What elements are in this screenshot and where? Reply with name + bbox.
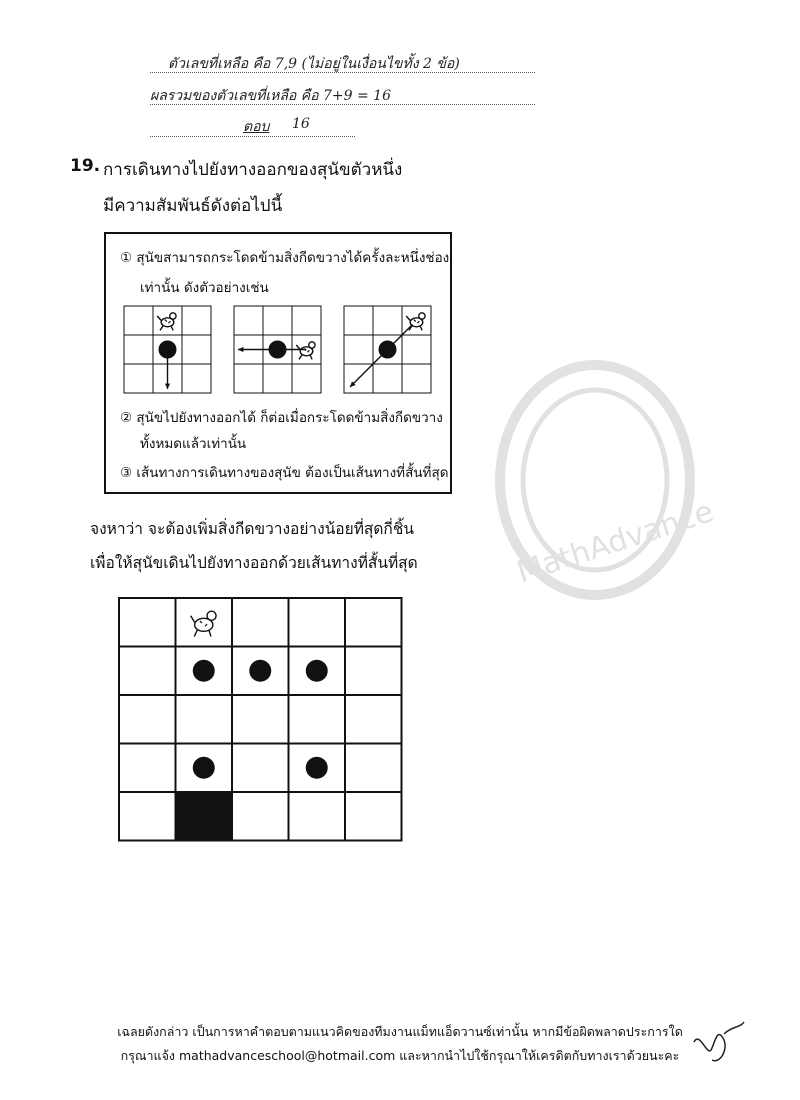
grid-cell (289, 598, 346, 647)
grid-cell (345, 792, 402, 841)
grid-cell (345, 744, 402, 793)
grid-cell (292, 364, 321, 393)
rule-3: ③ เส้นทางการเดินทางของสุนัข ต้องเป็นเส้นทางที่สั้นที่สุด (120, 465, 449, 481)
grid-cell (119, 695, 176, 744)
footer-line-2: กรุณาแจ้ง mathadvanceschool@hotmail.com และหากนำไปใช้กรุณาให้เครดิตกับทางเราด้วยนะคะ (120, 1048, 680, 1063)
grid-cell (182, 306, 211, 335)
question-line-1: การเดินทางไปยังทางออกของสุนัขตัวหนึ่ง (103, 160, 403, 180)
grid-cell (232, 598, 289, 647)
grid-cell (119, 792, 176, 841)
grid-cell (289, 792, 346, 841)
question-number: 19. (70, 156, 101, 176)
rule-2-line-1: ② สุนัขไปยังทางออกได้ ก็ต่อเมื่อกระโดดข้ามสิ่งกีดขวาง (120, 410, 443, 426)
grid-cell (234, 364, 263, 393)
handwritten-answer-label: ตอบ (243, 119, 270, 135)
grid-cell (153, 306, 182, 335)
grid-cell (234, 306, 263, 335)
grid-cell (182, 335, 211, 364)
example-grid-3 (344, 306, 431, 393)
grid-cell (345, 598, 402, 647)
rule-1-line-1: ① สุนัขสามารถกระโดดข้ามสิ่งกีดขวางได้ครั้งละหนึ่งช่อง (120, 250, 450, 266)
rules-box (104, 232, 452, 494)
grid-cell (345, 647, 402, 696)
grid-cell (345, 695, 402, 744)
watermark-text: MathAdvance (512, 494, 718, 591)
obstacle-dot (193, 757, 215, 779)
grid-cell (232, 695, 289, 744)
rule-2-line-2: ทั้งหมดแล้วเท่านั้น (140, 436, 247, 452)
grid-cell (263, 364, 292, 393)
footer-line-1: เฉลยดังกล่าว เป็นการหาคำตอบตามแนวคิดของทีมงานแม็ทแอ็ดวานซ์เท่านั้น หากมีข้อผิดพลาดประการใด (117, 1024, 683, 1039)
grid-cell (344, 335, 373, 364)
grid-cell (124, 306, 153, 335)
example-grid-2 (234, 306, 321, 393)
obstacle-dot (306, 660, 328, 682)
obstacle-dot (249, 660, 271, 682)
grid-cell (176, 598, 233, 647)
grid-cell (402, 364, 431, 393)
grid-cell (124, 364, 153, 393)
grid-cell (232, 744, 289, 793)
handwritten-line-1: ตัวเลขที่เหลือ คือ 7,9 (ไม่อยู่ในเงื่อนไขทั้ง 2 ข้อ) (168, 56, 460, 72)
rule-1-line-2: เท่านั้น ดังตัวอย่างเช่น (140, 280, 269, 296)
grid-cell (124, 335, 153, 364)
handwritten-line-2: ผลรวมของตัวเลขที่เหลือ คือ 7+9 = 16 (150, 88, 391, 104)
exit-cell (176, 792, 233, 841)
grid-cell (373, 364, 402, 393)
watermark-logo (495, 360, 718, 600)
task-line-2: เพื่อให้สุนัขเดินไปยังทางออกด้วยเส้นทางที่สั้นที่สุด (90, 554, 418, 572)
signature (690, 1020, 750, 1070)
main-grid (118, 597, 404, 843)
task-line-1: จงหาว่า จะต้องเพิ่มสิ่งกีดขวางอย่างน้อยที่สุดกี่ชิ้น (90, 520, 414, 538)
example-grid-1 (124, 306, 211, 393)
handwritten-answer-value: 16 (292, 116, 310, 132)
grid-cell (402, 335, 431, 364)
grid-cell (289, 695, 346, 744)
grid-cell (292, 306, 321, 335)
grid-cell (182, 364, 211, 393)
question-line-2: มีความสัมพันธ์ดังต่อไปนี้ (103, 196, 283, 216)
obstacle-dot (193, 660, 215, 682)
grid-cell (263, 306, 292, 335)
grid-cell (232, 792, 289, 841)
grid-cell (119, 647, 176, 696)
grid-cell (176, 695, 233, 744)
grid-cell (344, 306, 373, 335)
grid-cell (119, 598, 176, 647)
grid-cell (119, 744, 176, 793)
obstacle-dot (306, 757, 328, 779)
grid-cell (373, 306, 402, 335)
